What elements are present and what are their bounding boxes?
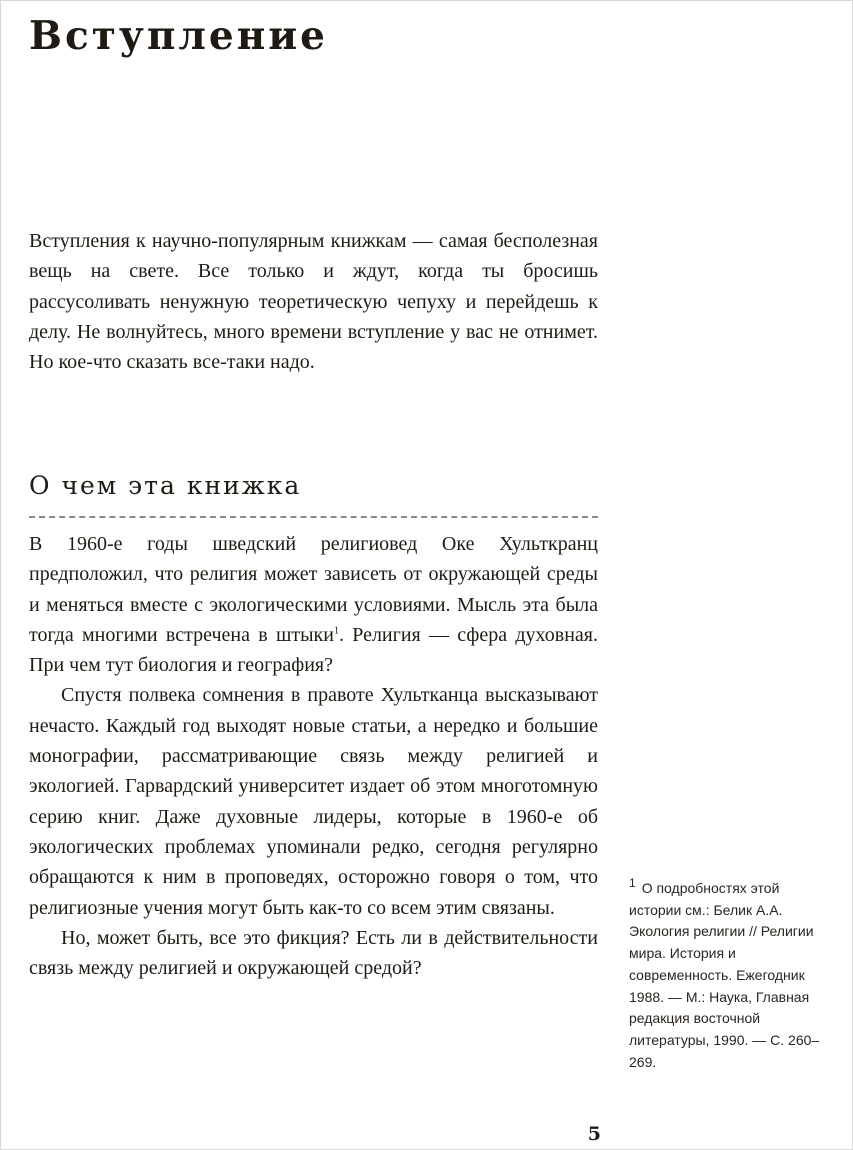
paragraph-1-text-end: . Религия — сфера духовная. При чем тут биология и география? bbox=[29, 623, 599, 677]
section-heading: О чем эта книжка bbox=[29, 471, 302, 500]
section-paragraph-2: Спустя полвека сомнения в правоте Хультканца высказывают нечасто. Каждый год выходят новые статьи, а нередко и большие монографии, рассматривающие связь между религией и экологией. Гарвардский университет издает об этом многотомную серию книг. Даже духовные лидеры, которые в 1960-е об экологических проблемах упоминали редко, сегодня регулярно обращаются к ним в проповедях, осторожно говоря о том, что религиозные учения могут быть как-то со всем этим связаны. bbox=[29, 684, 598, 919]
section-paragraph-1 bbox=[29, 529, 598, 680]
section-paragraph-3: Но, может быть, все это фикция? Есть ли в действительности связь между религией и окружающей средой? bbox=[29, 926, 598, 980]
page-title: Вступление bbox=[29, 13, 328, 59]
paragraph-1-text-start: В 1960-е годы шведский религиовед Оке Хульткранц предположил, что религия может зависеть от окружающей среды и меняться вместе с экологическими условиями. Мысль эта была тогда многими встречена в штыки bbox=[29, 533, 598, 646]
footnote-reference[interactable]: 1 bbox=[333, 625, 339, 637]
footnote bbox=[629, 878, 834, 1073]
intro-paragraph: Вступления к научно-популярным книжкам — самая бесполезная вещь на свете. Все только и ждут, когда ты бросишь рассусоливать ненужную теоретическую чепуху и перейдешь к делу. Не волнуйтесь, много времени вступление у вас не отнимет. Но кое-что сказать все-таки надо. bbox=[29, 230, 598, 374]
section-text-block bbox=[29, 529, 598, 983]
footnote-text: О подробностях этой истории см.: Белик А.А. Экология религии // Религии мира. История и современность. Ежегодник 1988. — М.: Наука, Главная редакция восточной литературы, 1990. — С. 260–269. bbox=[629, 880, 820, 1070]
intro-text-block bbox=[29, 226, 598, 377]
dashed-divider bbox=[29, 516, 598, 518]
page-number: 5 bbox=[587, 1123, 601, 1145]
footnote-number: 1 bbox=[629, 876, 636, 891]
